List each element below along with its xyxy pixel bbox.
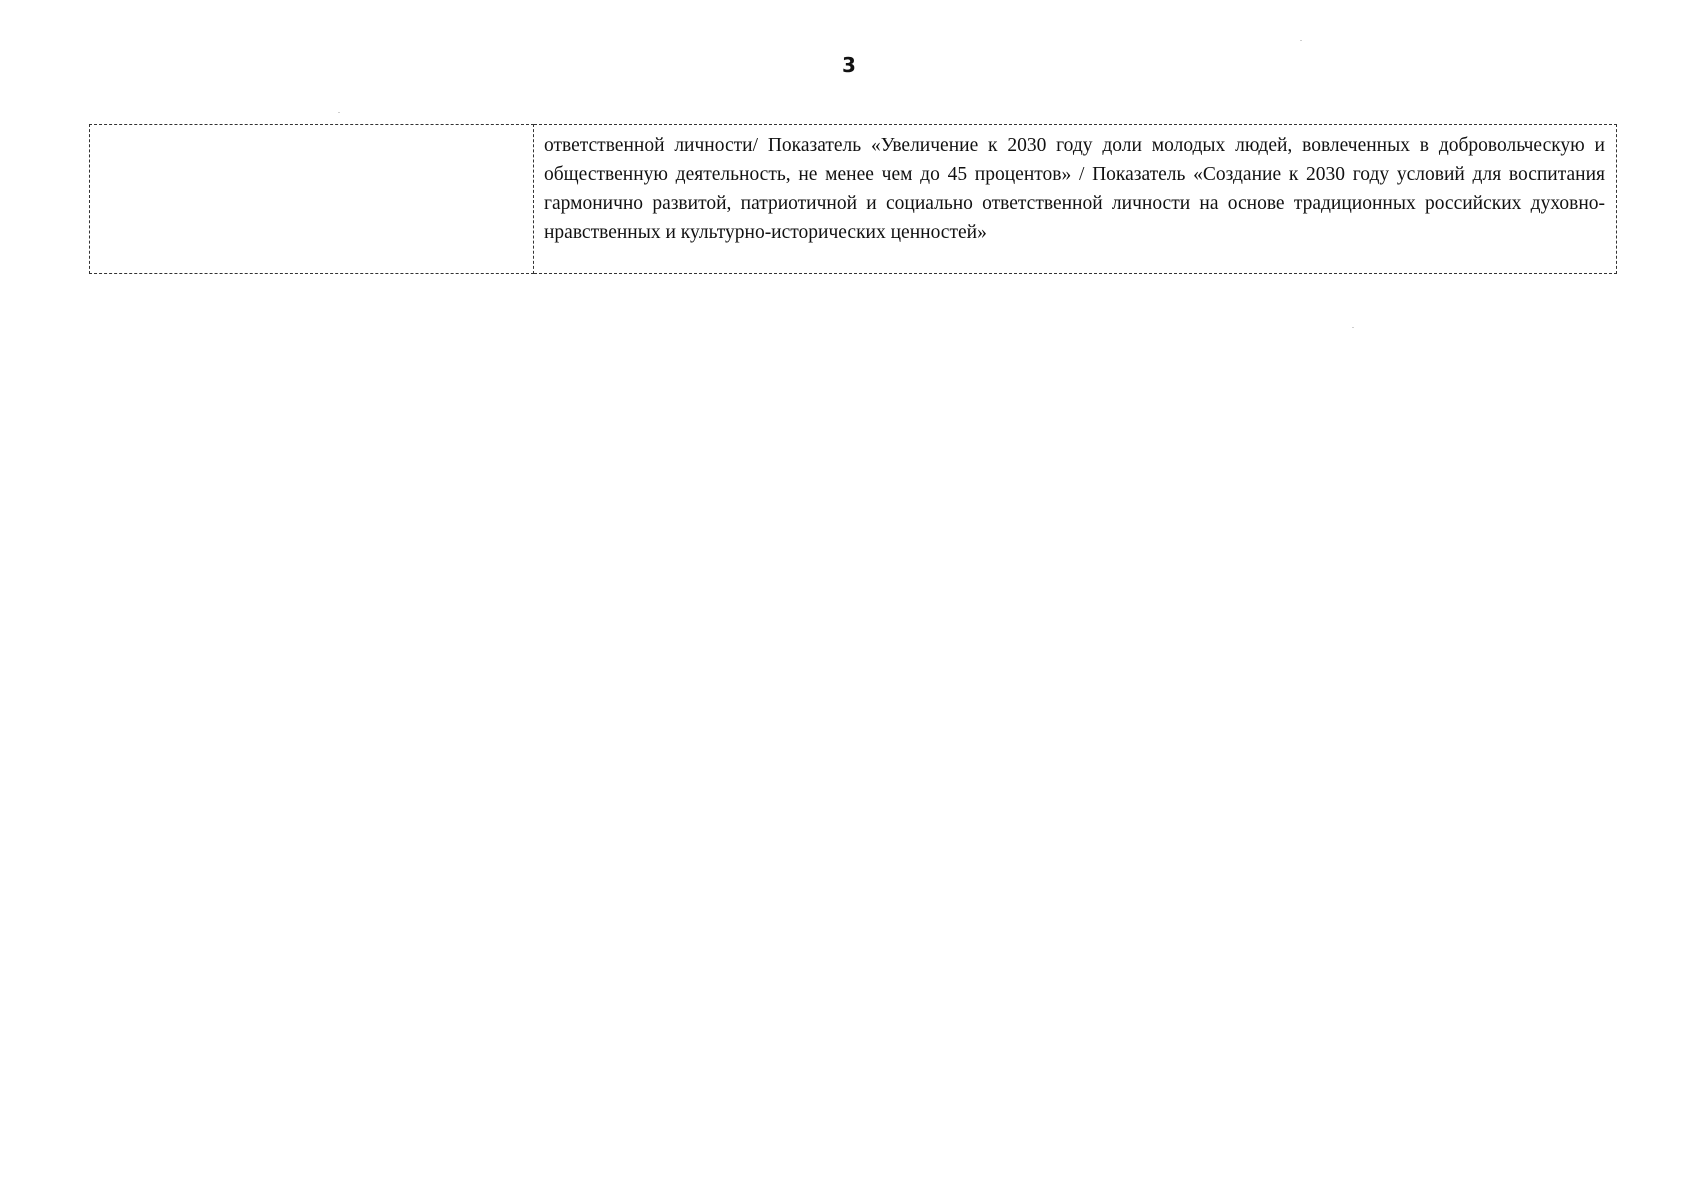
- scan-speck: [1352, 327, 1354, 328]
- page-number: 3: [842, 53, 856, 77]
- cell-right-text: ответственной личности/ Показатель «Увеличение к 2030 году доли молодых людей, вовлеченных в добровольческую и общественную деятельность, не менее чем до 45 процентов» / Показатель «Создание к 2030 году условий для воспитания гармонично развитой, патриотичной и социально ответственной личности на основе традиционных российских духовно-нравственных и культурно-исторических ценностей»: [544, 135, 1605, 243]
- indicator-table: [89, 124, 1617, 274]
- table-cell-right: [534, 125, 1617, 274]
- scan-speck: [338, 112, 340, 113]
- scan-speck: [1300, 40, 1302, 41]
- table-row: [90, 125, 1617, 274]
- table-cell-left: [90, 125, 534, 274]
- cell-left-text: [90, 125, 533, 131]
